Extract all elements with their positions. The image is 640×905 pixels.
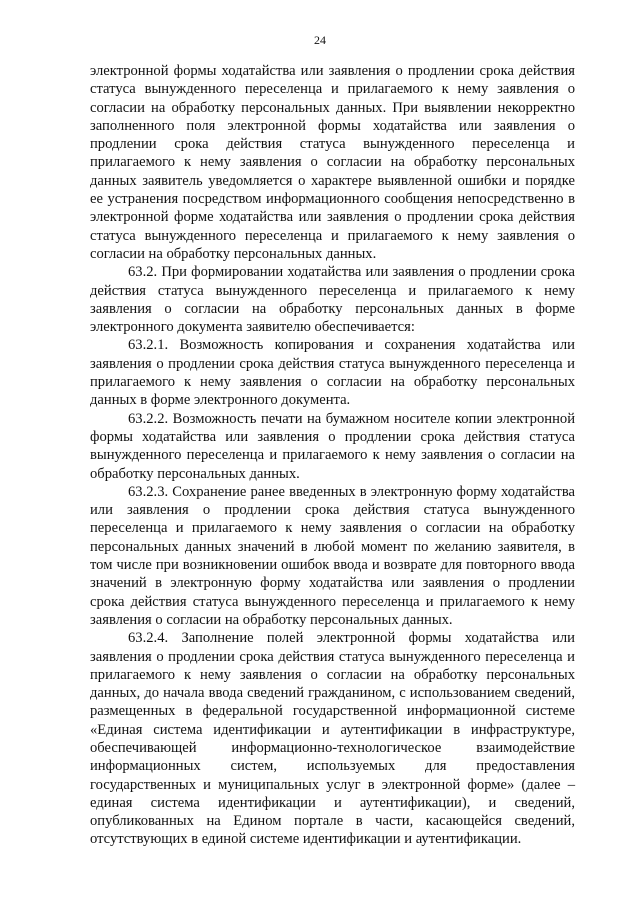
paragraph-63-2-1: 63.2.1. Возможность копирования и сохранения ходатайства или заявления о продлении срока действия статуса вынужденного переселенца и прилагаемого к нему заявления о согласии на обработку персональных данных в форме электронного документа. [90, 337, 575, 409]
paragraph-63-2-4: 63.2.4. Заполнение полей электронной формы ходатайства или заявления о продлении срока действия статуса вынужденного переселенца и прилагаемого к нему заявления о согласии на обработку персональных данных, до начала ввода сведений гражданином, с использованием сведений, размещенных в федеральной государственной информационной системе «Единая система идентификации и аутентификации в инфраструктуре, обеспечивающей информационно-технологическое взаимодействие информационных систем, используемых для предоставления государственных и муниципальных услуг в электронной форме» (далее – единая система идентификации и аутентификации), и сведений, опубликованных на Едином портале в части, касающейся сведений, отсутствующих в единой системе идентификации и аутентификации. [90, 630, 575, 848]
paragraph-63-2-3: 63.2.3. Сохранение ранее введенных в электронную форму ходатайства или заявления о продлении срока действия статуса вынужденного переселенца и прилагаемого к нему заявления о согласии на обработку персональных данных значений в любой момент по желанию заявителя, в том числе при возникновении ошибок ввода и возврате для повторного ввода значений в электронную форму ходатайства или заявления о продлении срока действия статуса вынужденного переселенца и прилагаемого к нему заявления о согласии на обработку персональных данных. [90, 483, 575, 628]
page-number: 24 [314, 33, 326, 47]
body-text [90, 62, 575, 849]
paragraph-63-2: 63.2. При формировании ходатайства или заявления о продлении срока действия статуса вынужденного переселенца и прилагаемого к нему заявления о согласии на обработку персональных данных в форме электронного документа заявителю обеспечивается: [90, 264, 575, 336]
paragraph-63-2-2: 63.2.2. Возможность печати на бумажном носителе копии электронной формы ходатайства или заявления о продлении срока действия статуса вынужденного переселенца и прилагаемого к нему заявления о согласии на обработку персональных данных. [90, 410, 575, 482]
paragraph-continuation: электронной формы ходатайства или заявления о продлении срока действия статуса вынужденного переселенца и прилагаемого к нему заявления о согласии на обработку персональных данных. При выявлении некорректно заполненного поля электронной формы ходатайства или заявления о продлении срока действия статуса вынужденного переселенца и прилагаемого к нему заявления о согласии на обработку персональных данных заявитель уведомляется о характере выявленной ошибки и порядке ее устранения посредством информационного сообщения непосредственно в электронной форме ходатайства или заявления о продлении срока действия статуса вынужденного переселенца и прилагаемого к нему заявления о согласии на обработку персональных данных. [90, 63, 575, 262]
